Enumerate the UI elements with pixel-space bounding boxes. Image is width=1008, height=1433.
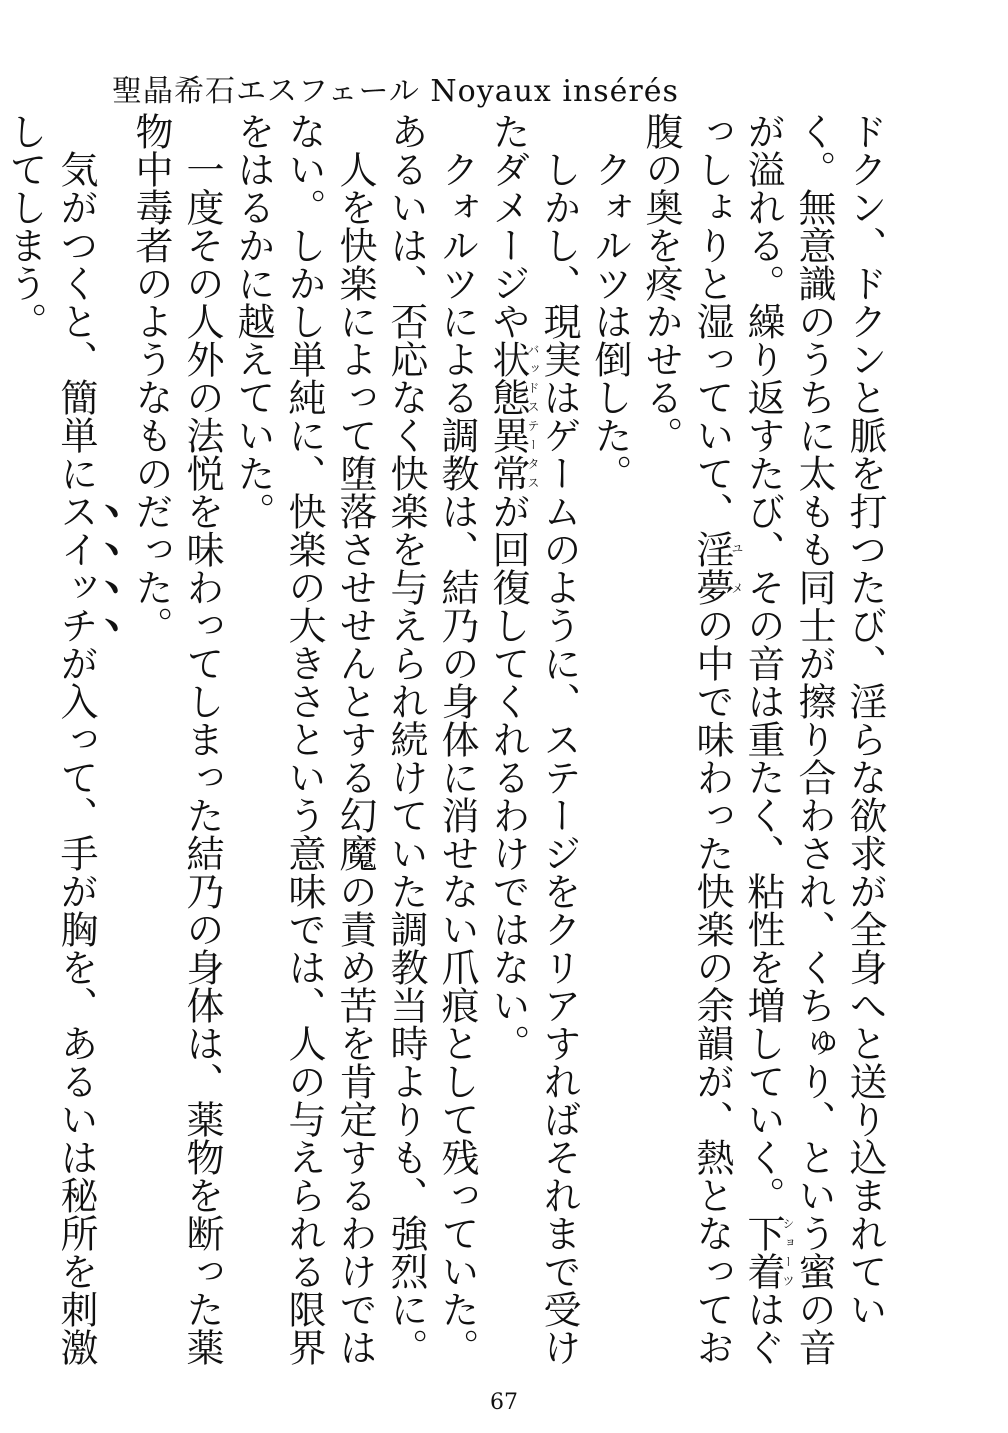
paragraph-7: 気がつくと、簡単にスイッチが入って、手が胸を、あるいは秘所を刺激してしまう。 (3, 112, 98, 1366)
ruby-inmu: 淫夢ユメ (690, 530, 744, 606)
ruby-shita-gi: 下着ショーツ (741, 1214, 795, 1290)
emphasis-switch: スイッチ (54, 492, 98, 644)
ruby-jotai-ijo: 状態異常バッドステータス (486, 340, 540, 492)
running-title: 聖晶希石エスフェール Noyaux insérés (112, 74, 679, 109)
body-text (3, 112, 890, 1382)
paragraph-6: 一度その人外の法悦を味わってしまった結乃の身体は、薬物を断った薬物中毒者のようなものだった。 (129, 112, 224, 1366)
paragraph-1: ドクン、ドクンと脈を打つたび、淫らな欲求が全身へと送り込まれていく。無意識のうちに太もも同士が擦り合わされ、くちゅり、という蜜の音が溢れる。繰り返すたび、その音は重たく、粘性を増していく。下着ショーツはぐっしょりと湿っていて、淫夢ユメの中で味わった快楽の余韻が、熱となってお腹の奥を疼かせる。 (639, 112, 887, 1366)
paragraph-2: クォルツは倒した。 (588, 150, 632, 492)
page-number: 67 (490, 1390, 518, 1415)
paragraph-4: クォルツによる調教は、結乃の身体に消せない爪痕として残っていた。あるいは、否応なく快楽を与えられ続けていた調教当時よりも、強烈に。 (384, 112, 479, 1366)
paragraph-5: 人を快楽によって堕落させせんとする幻魔の責め苦を肯定するわけではない。しかし単純に、快楽の大きさという意味では、人の与えられる限界をはるかに越えていた。 (231, 112, 377, 1366)
paragraph-3: しかし、現実はゲームのように、ステージをクリアすればそれまで受けたダメージや状態異常バッドステータスが回復してくれるわけではない。 (486, 112, 581, 1366)
